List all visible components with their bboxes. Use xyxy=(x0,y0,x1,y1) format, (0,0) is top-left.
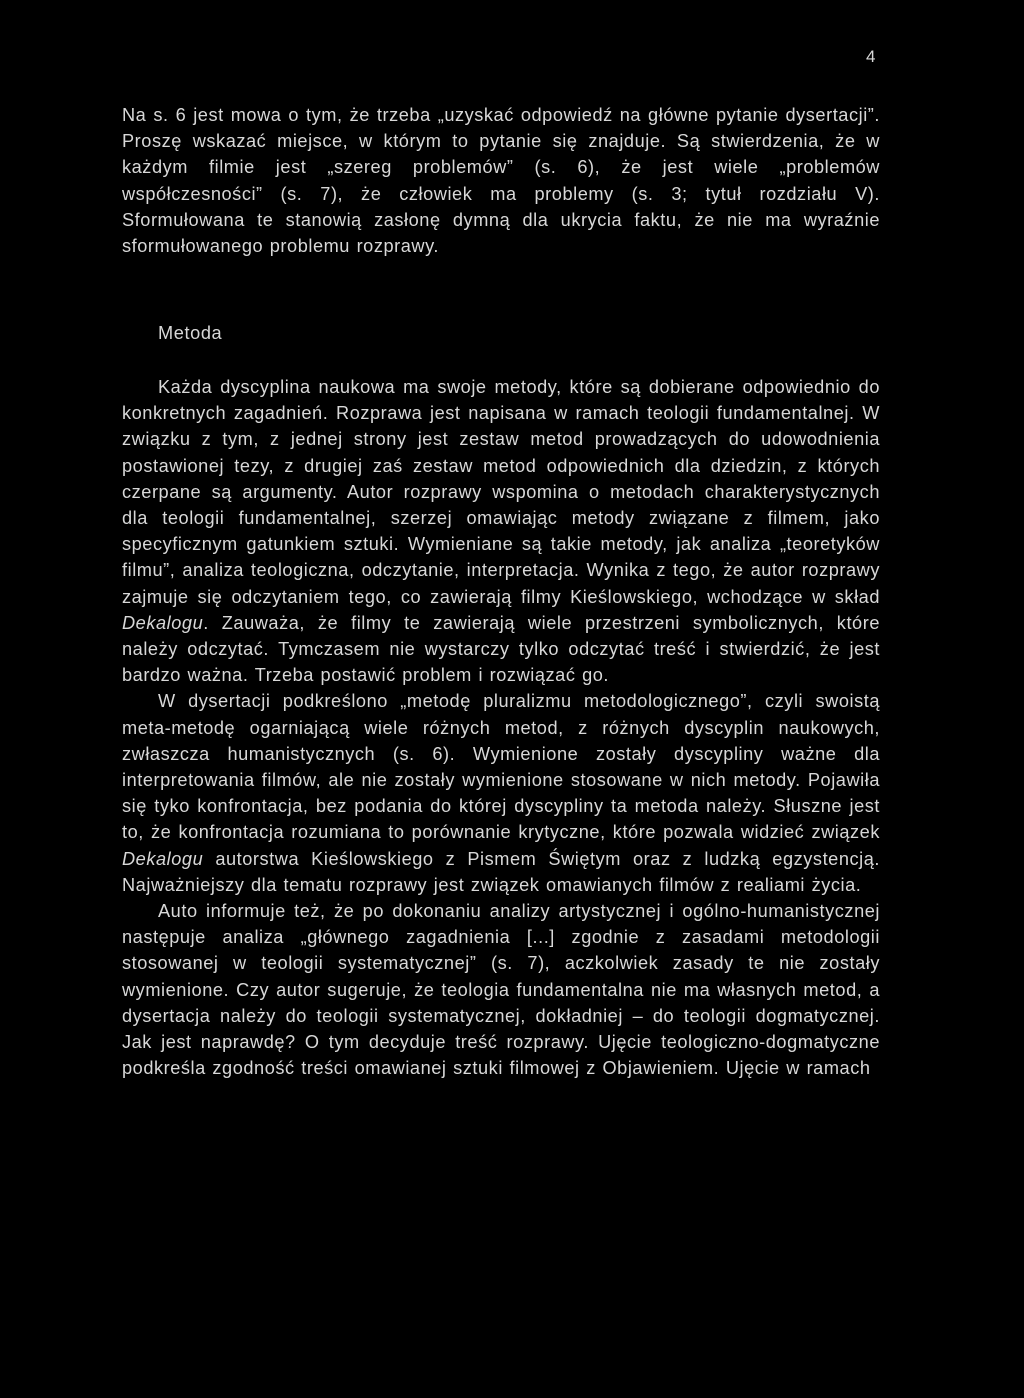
paragraph-1 xyxy=(122,374,880,688)
intro-section xyxy=(122,102,880,259)
method-section xyxy=(122,374,880,1081)
paragraph-1-title-dekalog: Dekalogu xyxy=(122,612,204,633)
paragraph-1-text-b: . Zauważa, że filmy te zawierają wiele przestrzeni symbolicznych, które należy odczytać. Tymczasem nie wystarczy tylko odczytać treść i stwierdzić, że jest bardzo ważna. Trzeba postawić problem i rozwiązać go. xyxy=(122,612,880,686)
page-number: 4 xyxy=(866,47,876,66)
section-heading-metoda: Metoda xyxy=(158,323,223,343)
paragraph-2-text-a: W dysertacji podkreślono „metodę pluralizmu metodologicznego”, czyli swoistą meta-metodę ogarniającą wiele różnych metod, z różnych dyscyplin naukowych, zwłaszcza humanistycznych (s. 6). Wymienione zostały dyscypliny ważne dla interpretowania filmów, ale nie zostały wymienione stosowane w nich metody. Pojawiła się tyko konfrontacja, bez podania do której dyscypliny ta metoda należy. Słuszne jest to, że konfrontacja rozumiana to porównanie krytyczne, które pozwala widzieć związek xyxy=(122,691,880,843)
paragraph-2 xyxy=(122,688,880,898)
paragraph-2-text-b: autorstwa Kieślowskiego z Pismem Świętym oraz z ludzką egzystencją. Najważniejszy dla tematu rozprawy jest związek omawianych filmów z realiami życia. xyxy=(122,848,880,895)
paragraph-3: Auto informuje też, że po dokonaniu analizy artystycznej i ogólno-humanistycznej następuje analiza „głównego zagadnienia [...] zgodnie z zasadami metodologii stosowanej w teologii systematycznej” (s. 7), aczkolwiek zasady te nie zostały wymienione. Czy autor sugeruje, że teologia fundamentalna nie ma własnych metod, a dysertacja należy do teologii systematycznej, dokładniej – do teologii dogmatycznej. Jak jest naprawdę? O tym decyduje treść rozprawy. Ujęcie teologiczno-dogmatyczne podkreśla zgodność treści omawianej sztuki filmowej z Objawieniem. Ujęcie w ramach xyxy=(122,901,880,1079)
paragraph-2-title-dekalog: Dekalogu xyxy=(122,848,204,869)
intro-paragraph: Na s. 6 jest mowa o tym, że trzeba „uzyskać odpowiedź na główne pytanie dysertacji”. Proszę wskazać miejsce, w którym to pytanie się znajduje. Są stwierdzenia, że w każdym filmie jest „szereg problemów” (s. 6), że jest wiele „problemów współczesności” (s. 7), że człowiek ma problemy (s. 3; tytuł rozdziału V). Sformułowana te stanowią zasłonę dymną dla ukrycia faktu, że nie ma wyraźnie sformułowanego problemu rozprawy. xyxy=(122,105,880,257)
paragraph-1-text-a: Każda dyscyplina naukowa ma swoje metody, które są dobierane odpowiednio do konkretnych zagadnień. Rozprawa jest napisana w ramach teologii fundamentalnej. W związku z tym, z jednej strony jest zestaw metod prowadzących do udowodnienia postawionej tezy, z drugiej zaś zestaw metod odpowiednich dla dziedzin, z których czerpane są argumenty. Autor rozprawy wspomina o metodach charakterystycznych dla teologii fundamentalnej, szerzej omawiając metody związane z filmem, jako specyficznym gatunkiem sztuki. Wymieniane są takie metody, jak analiza „teoretyków filmu”, analiza teologiczna, odczytanie, interpretacja. Wynika z tego, że autor rozprawy zajmuje się odczytaniem tego, co zawierają filmy Kieślowskiego, wchodzące w skład xyxy=(122,377,880,607)
